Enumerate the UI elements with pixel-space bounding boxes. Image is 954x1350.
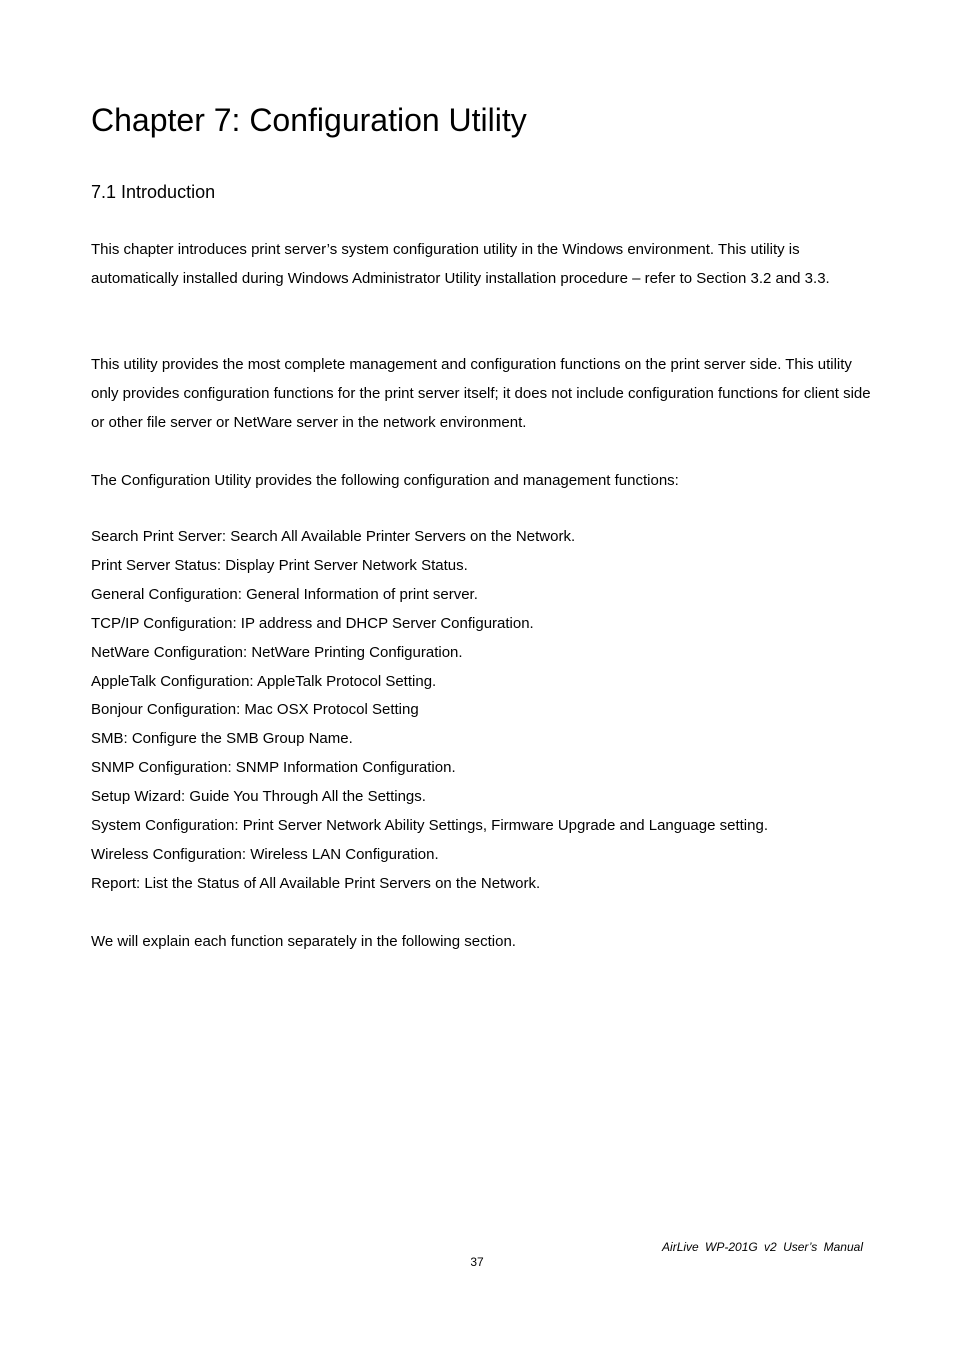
intro-paragraph: This chapter introduces print server’s system configuration utility in the Windows environment. This utility is automatically installed during Windows Administrator Utility installation procedure – refer to Section 3.2 and 3.3. (91, 241, 830, 287)
closing-paragraph: We will explain each function separately in the following section. (91, 933, 516, 950)
list-item: TCP/IP Configuration: IP address and DHCP Server Configuration. (91, 614, 534, 632)
chapter-title: Chapter 7: Configuration Utility (91, 102, 527, 138)
list-item: General Configuration: General Information of print server. (91, 585, 478, 603)
list-item: Print Server Status: Display Print Server Network Status. (91, 556, 468, 574)
list-item: Bonjour Configuration: Mac OSX Protocol Setting (91, 701, 419, 719)
page-number: 37 (470, 1255, 484, 1269)
list-item: SMB: Configure the SMB Group Name. (91, 730, 353, 748)
section-heading: 7.1 Introduction (91, 182, 216, 202)
list-item: Search Print Server: Search All Available Printer Servers on the Network. (91, 528, 576, 545)
scope-paragraph: This utility provides the most complete management and configuration functions on the print server side. This utility only provides configuration functions for the print server itself; it does not include configuration functions for client side or other file server or NetWare server in the network environment. (91, 356, 871, 431)
functions-intro-paragraph: The Configuration Utility provides the following configuration and management functions: (91, 472, 679, 489)
function-list (91, 523, 871, 899)
list-item: SNMP Configuration: SNMP Information Configuration. (91, 759, 456, 777)
list-item: Report: List the Status of All Available Print Servers on the Network. (91, 874, 541, 892)
list-item: NetWare Configuration: NetWare Printing Configuration. (91, 643, 463, 661)
list-item: System Configuration: Print Server Network Ability Settings, Firmware Upgrade and Language setting. (91, 817, 768, 835)
list-item: Wireless Configuration: Wireless LAN Configuration. (91, 845, 439, 863)
footer-manual-title: AirLive WP-201G v2 User’s Manual (662, 1240, 863, 1254)
list-item: AppleTalk Configuration: AppleTalk Protocol Setting. (91, 672, 437, 690)
list-item: Setup Wizard: Guide You Through All the Settings. (91, 788, 426, 806)
